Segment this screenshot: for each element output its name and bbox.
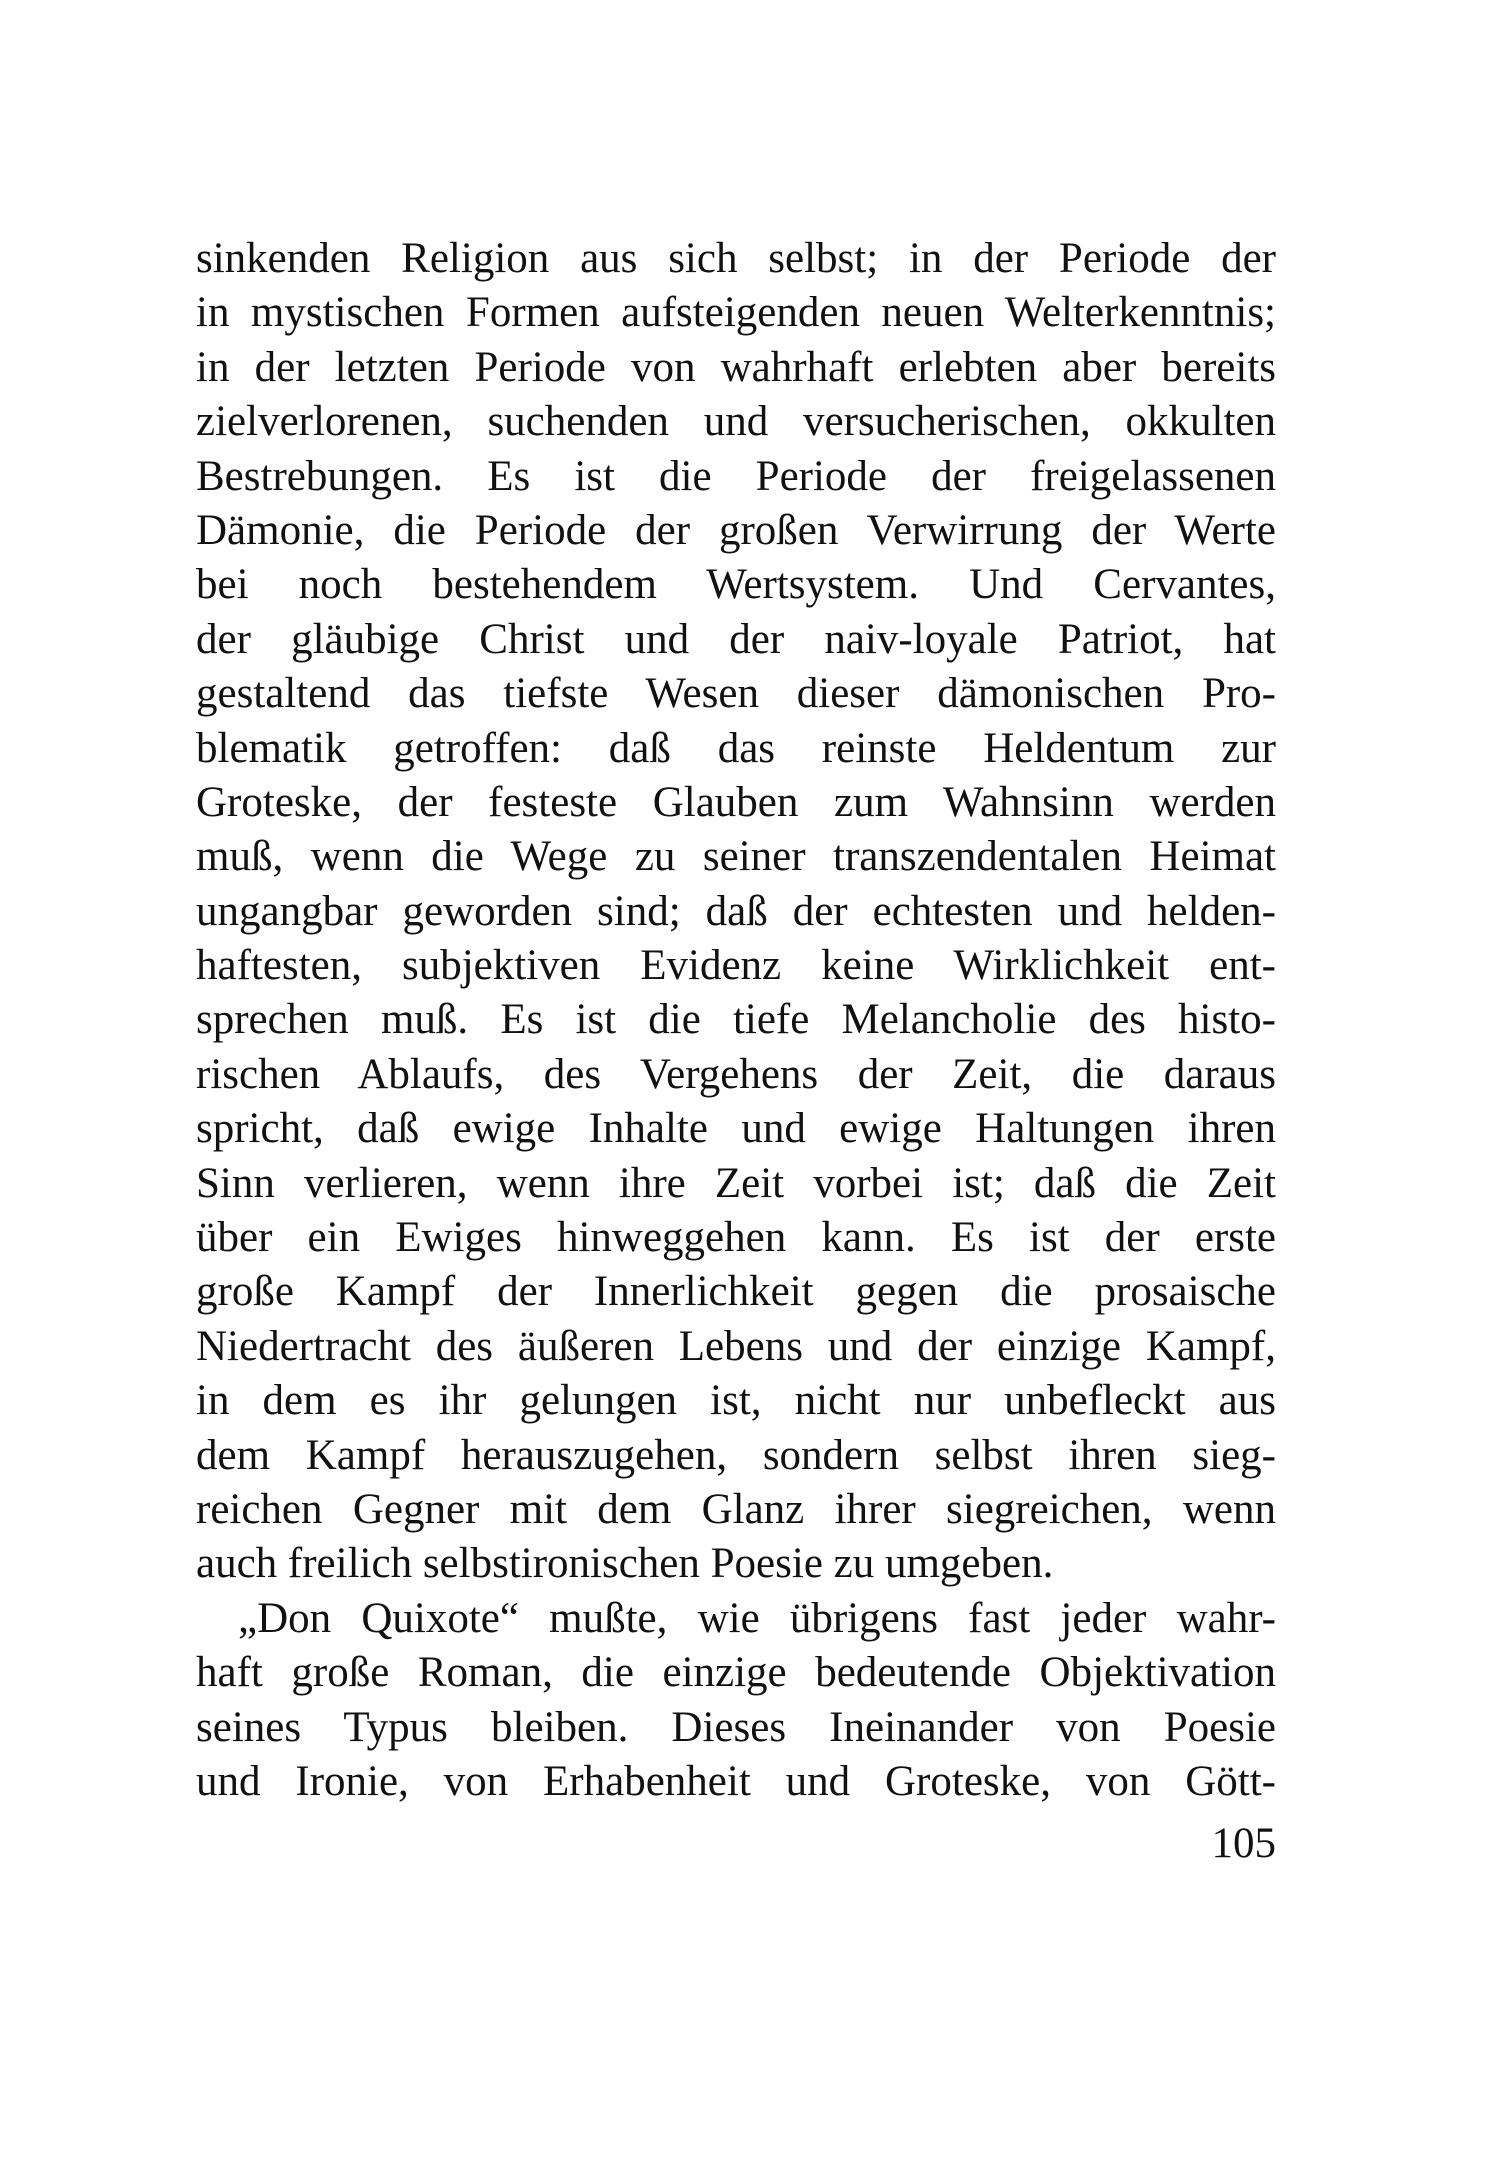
text-line: der gläubige Christ und der naiv-loyale Patriot, hat <box>196 615 1276 663</box>
text-line: ungangbar geworden sind; daß der echtesten und helden- <box>196 887 1276 935</box>
text-line: blematik getroffen: daß das reinste Heldentum zur <box>196 724 1276 772</box>
text-line: über ein Ewiges hinweggehen kann. Es ist der erste <box>196 1214 1276 1262</box>
text-line: spricht, daß ewige Inhalte und ewige Haltungen ihren <box>196 1105 1276 1153</box>
text-line: bei noch bestehendem Wertsystem. Und Cervantes, <box>196 561 1276 609</box>
text-line: reichen Gegner mit dem Glanz ihrer siegreichen, wenn <box>196 1485 1276 1533</box>
text-line: dem Kampf herauszugehen, sondern selbst ihren sieg- <box>196 1431 1276 1479</box>
text-line: gestaltend das tiefste Wesen dieser dämonischen Pro- <box>196 670 1276 718</box>
page-number: 105 <box>1211 1820 1276 1867</box>
text-line: Dämonie, die Periode der großen Verwirrung der Werte <box>196 506 1276 554</box>
text-line: in der letzten Periode von wahrhaft erlebten aber bereits <box>196 343 1276 391</box>
text-line: in dem es ihr gelungen ist, nicht nur unbefleckt aus <box>196 1377 1276 1425</box>
text-line: und Ironie, von Erhabenheit und Groteske, von Gött- <box>196 1757 1276 1805</box>
text-line: auch freilich selbstironischen Poesie zu umgeben. <box>196 1540 1054 1588</box>
text-line: Sinn verlieren, wenn ihre Zeit vorbei ist; daß die Zeit <box>196 1159 1276 1207</box>
body-text <box>196 232 1276 1809</box>
text-line: muß, wenn die Wege zu seiner transzendentalen Heimat <box>196 833 1276 881</box>
text-line: rischen Ablaufs, des Vergehens der Zeit, die daraus <box>196 1050 1276 1098</box>
text-line: Groteske, der festeste Glauben zum Wahnsinn werden <box>196 778 1276 826</box>
text-line: in mystischen Formen aufsteigenden neuen Welterkenntnis; <box>196 289 1276 337</box>
text-line: sinkenden Religion aus sich selbst; in der Periode der <box>196 235 1276 282</box>
text-line: haftesten, subjektiven Evidenz keine Wirklichkeit ent- <box>196 942 1276 990</box>
text-line: Niedertracht des äußeren Lebens und der einzige Kampf, <box>196 1322 1276 1370</box>
text-line: haft große Roman, die einzige bedeutende Objektivation <box>196 1649 1276 1697</box>
text-line: zielverlorenen, suchenden und versucherischen, okkulten <box>196 398 1276 446</box>
text-line: Bestrebungen. Es ist die Periode der freigelassenen <box>196 452 1276 500</box>
text-line: sprechen muß. Es ist die tiefe Melancholie des histo- <box>196 996 1276 1044</box>
text-line: seines Typus bleiben. Dieses Ineinander von Poesie <box>196 1703 1276 1751</box>
text-line: große Kampf der Innerlichkeit gegen die prosaische <box>196 1268 1276 1316</box>
text-line: „Don Quixote“ mußte, wie übrigens fast jeder wahr- <box>238 1594 1276 1642</box>
